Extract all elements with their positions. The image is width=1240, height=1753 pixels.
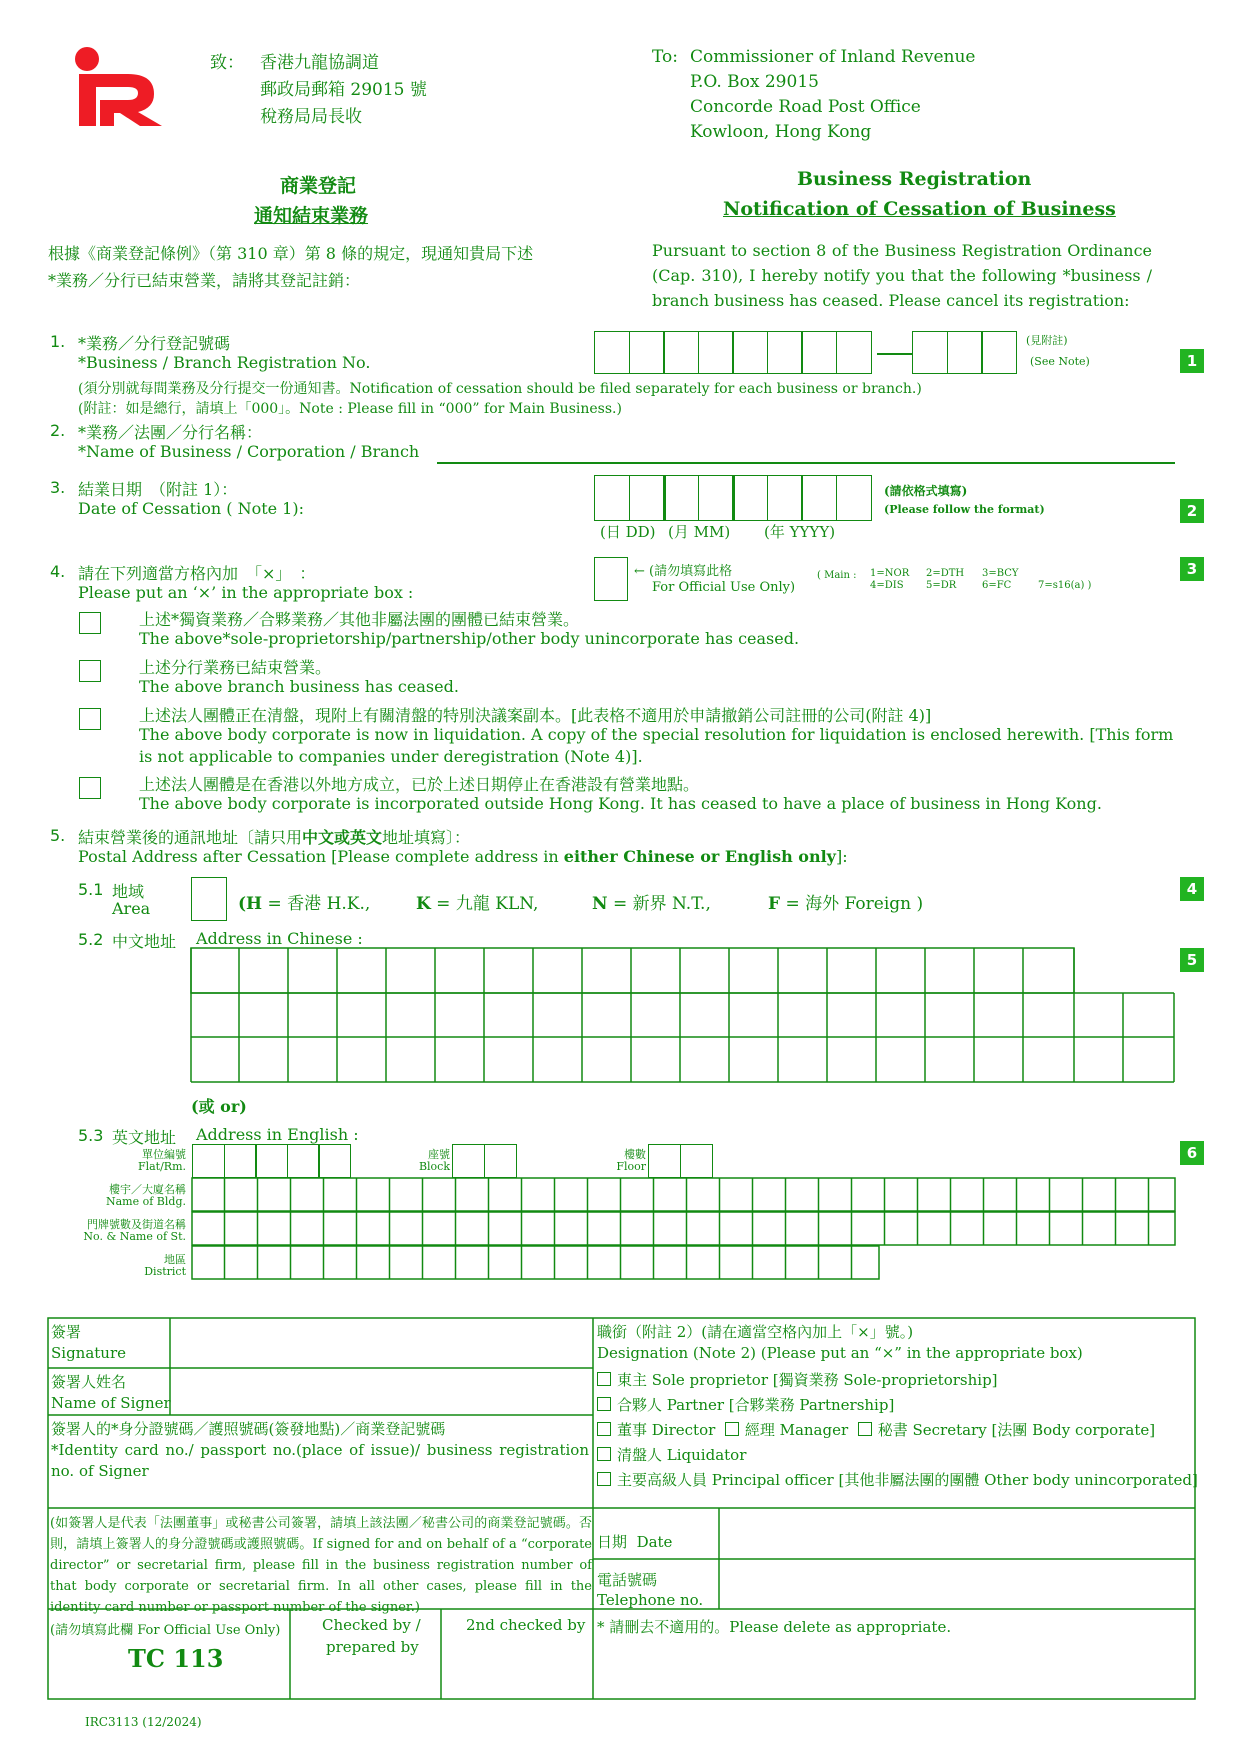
designation-sole-proprietor[interactable]: 東主 Sole proprietor [獨資業務 Sole-proprietorship]: [597, 1369, 998, 1390]
bldg-label-en: Name of Bldg.: [106, 1195, 186, 1208]
option1-zh: 上述*獨資業務／合夥業務／其他非屬法團的團體已結束營業。: [139, 610, 580, 629]
q5-label-zh: 結束營業後的通訊地址〔請只用中文或英文地址填寫〕：: [78, 828, 471, 847]
option1-en: The above*sole-proprietorship/partnership/other body unincorporate has ceased.: [139, 629, 800, 648]
date-mm-label: (月 MM): [668, 523, 731, 541]
q4-label-en: Please put an ‘×’ in the appropriate box :: [78, 583, 414, 602]
date-label: 日期 Date: [597, 1533, 673, 1551]
signer-name-field[interactable]: [172, 1370, 590, 1414]
q1-label-zh: *業務／分行登記號碼: [78, 334, 231, 353]
to-en-line4: Kowloon, Hong Kong: [690, 122, 872, 142]
to-en-line1: Commissioner of Inland Revenue: [690, 47, 976, 67]
q1-label-en: *Business / Branch Registration No.: [78, 353, 371, 372]
designation-principal-officer[interactable]: 主要高級人員 Principal officer [其他非屬法團的團體 Other body unincorporated]: [597, 1469, 1198, 1490]
designation-director-row[interactable]: 董事 Director 經理 Manager 秘書 Secretary [法團 Body corporate]: [597, 1419, 1155, 1440]
q5-number: 5.: [50, 826, 66, 845]
code-6: 6=FC: [982, 580, 1012, 591]
option-checkbox-overseas[interactable]: [79, 777, 101, 799]
designation-liquidator[interactable]: 清盤人 Liquidator: [597, 1444, 746, 1465]
form-version-code: IRC3113 (12/2024): [85, 1715, 202, 1729]
to-en-line3: Concorde Road Post Office: [690, 97, 921, 117]
q2-label-zh: *業務／法團／分行名稱：: [78, 423, 263, 442]
code-4: 4=DIS: [870, 580, 904, 591]
section-tag-2: 2: [1180, 499, 1204, 523]
district-label-zh: 地區: [164, 1253, 186, 1266]
title-zh-2: 通知結束業務: [254, 205, 369, 227]
code-3: 3=BCY: [982, 568, 1019, 579]
signature-field[interactable]: [172, 1320, 590, 1366]
zh-addr-label-en: Address in Chinese :: [196, 929, 363, 948]
block-boxes[interactable]: [452, 1144, 517, 1178]
option-checkbox-branch[interactable]: [79, 660, 101, 682]
br-number-main-boxes[interactable]: [594, 331, 872, 374]
area-code-h: (H = 香港 H.K.,: [238, 894, 371, 914]
second-checked-label: 2nd checked by: [466, 1616, 586, 1634]
street-boxes[interactable]: [191, 1211, 1177, 1247]
telephone-label-zh: 電話號碼: [597, 1571, 658, 1589]
signer-id-note: (如簽署人是代表「法團董事」或秘書公司簽署，請填上該法團／秘書公司的商業登記號碼。否則，請填上簽署人的身分證號碼或護照號碼。If signed for and on behalf of a “corporate director” or secretarial firm, please fill in the business registration number of that body corporate or secretarial firm. In all other cases, please fill in the identity card number or passport number of the signer.): [50, 1516, 592, 1615]
date-yyyy-label: (年 YYYY): [764, 523, 836, 541]
bldg-boxes[interactable]: [191, 1177, 1177, 1213]
cessation-date-boxes[interactable]: [594, 475, 872, 521]
checkbox-icon[interactable]: [858, 1422, 872, 1436]
checkbox-icon[interactable]: [597, 1472, 611, 1486]
option-checkbox-liquidation[interactable]: [79, 708, 101, 730]
checkbox-icon[interactable]: [597, 1372, 611, 1386]
br-number-branch-boxes[interactable]: [912, 331, 1017, 374]
br-number-dash: [877, 353, 913, 355]
floor-boxes[interactable]: [648, 1144, 713, 1178]
telephone-field[interactable]: [722, 1562, 1194, 1607]
area-label-en: Area: [112, 899, 151, 918]
date-field[interactable]: [722, 1512, 1194, 1558]
code-1: 1=NOR: [870, 568, 910, 579]
flat-label-en: Flat/Rm.: [137, 1160, 186, 1173]
flat-label-zh: 單位編號: [142, 1148, 186, 1161]
q5-label-en: Postal Address after Cessation [Please complete address in either Chinese or English only]:: [78, 847, 848, 866]
checkbox-icon[interactable]: [597, 1397, 611, 1411]
q4-label-zh: 請在下列適當方格內加 「×」 ：: [78, 564, 316, 583]
to-zh-line1: 香港九龍協調道: [260, 53, 379, 73]
signature-label-en: Signature: [51, 1344, 127, 1362]
area-code-f: F = 海外 Foreign ): [768, 894, 924, 914]
area-code-k: K = 九龍 KLN,: [416, 894, 539, 914]
date-dd-label: (日 DD): [600, 523, 656, 541]
delete-note: * 請刪去不適用的。Please delete as appropriate.: [597, 1618, 952, 1636]
official-use-zh: ← (請勿填寫此格: [634, 564, 733, 579]
bldg-label-zh: 樓宇／大廈名稱: [109, 1183, 186, 1196]
to-zh-label: 致：: [210, 53, 244, 73]
official-use-column-label: (請勿填寫此欄 For Official Use Only): [50, 1623, 281, 1638]
designation-partner[interactable]: 合夥人 Partner [合夥業務 Partnership]: [597, 1394, 894, 1415]
q3-label-zh: 結業日期 （附註 1）：: [78, 480, 238, 499]
floor-label-en: Floor: [616, 1160, 646, 1173]
q4-number: 4.: [50, 562, 66, 581]
checkbox-icon[interactable]: [597, 1447, 611, 1461]
designation-label-zh: 職銜（附註 2）(請在適當空格內加上「×」號。): [597, 1323, 914, 1341]
see-note-zh: (見附註): [1026, 334, 1068, 347]
title-en-2: Notification of Cessation of Business: [723, 198, 1116, 220]
see-note-en: (See Note): [1030, 355, 1090, 368]
official-use-box: [594, 557, 628, 601]
title-en-1: Business Registration: [797, 168, 1032, 190]
ird-logo: [66, 44, 166, 130]
block-label-zh: 座號: [428, 1148, 450, 1161]
option4-zh: 上述法人團體是在香港以外地方成立，已於上述日期停止在香港設有營業地點。: [139, 775, 700, 794]
intro-en: Pursuant to section 8 of the Business Registration Ordinance (Cap. 310), I hereby notify you that the following *business / branch business has ceased. Please cancel its registration:: [652, 241, 1152, 310]
prepared-by-label: prepared by: [326, 1638, 419, 1656]
q2-number: 2.: [50, 421, 66, 440]
zh-addr-label-zh: 中文地址: [112, 932, 177, 951]
en-addr-number: 5.3: [78, 1126, 104, 1145]
signer-name-label-zh: 簽署人姓名: [51, 1373, 127, 1391]
code-main: ( Main :: [817, 570, 857, 581]
street-label-en: No. & Name of St.: [83, 1230, 186, 1243]
q1-note1: (須分別就每間業務及分行提交一份通知書。Notification of cessation should be filed separately for each business or branch.): [78, 381, 922, 397]
section-tag-4: 4: [1180, 877, 1204, 901]
block-label-en: Block: [418, 1160, 450, 1173]
zh-addr-number: 5.2: [78, 930, 104, 949]
to-zh-line2: 郵政局郵箱 29015 號: [260, 80, 427, 100]
checkbox-icon[interactable]: [725, 1422, 739, 1436]
option4-en: The above body corporate is incorporated outside Hong Kong. It has ceased to have a place of business in Hong Kong.: [139, 794, 1102, 813]
code-5: 5=DR: [926, 580, 957, 591]
to-en-label: To:: [652, 47, 678, 67]
to-en-line2: P.O. Box 29015: [690, 72, 819, 92]
q2-label-en: *Name of Business / Corporation / Branch: [78, 442, 420, 461]
flat-boxes[interactable]: [192, 1144, 351, 1178]
q3-label-en: Date of Cessation ( Note 1):: [78, 499, 304, 518]
option2-zh: 上述分行業務已結束營業。: [139, 658, 332, 677]
designation-label-en: Designation (Note 2) (Please put an “×” in the appropriate box): [597, 1344, 1083, 1362]
form-code: TC 113: [128, 1644, 224, 1673]
chinese-address-grid[interactable]: [190, 947, 1176, 1084]
area-code-box[interactable]: [191, 877, 227, 921]
option2-en: The above branch business has ceased.: [139, 677, 459, 696]
intro-zh-2: *業務／分行已結束營業，請將其登記註銷：: [48, 271, 361, 290]
section-tag-6: 6: [1180, 1141, 1204, 1165]
or-label: (或 or): [191, 1097, 247, 1116]
option3-zh: 上述法人團體正在清盤，現附上有關清盤的特別決議案副本。[此表格不適用於申請撤銷公司註冊的公司(附註 4)]: [139, 706, 932, 725]
floor-label-zh: 樓數: [624, 1148, 646, 1161]
section-tag-3: 3: [1180, 557, 1204, 581]
business-name-line[interactable]: [437, 462, 1175, 464]
area-label-zh: 地域: [112, 882, 145, 901]
intro-zh-1: 根據《商業登記條例》（第 310 章）第 8 條的規定，現通知貴局下述: [48, 244, 534, 263]
title-zh-1: 商業登記: [280, 175, 357, 197]
official-use-en: For Official Use Only): [652, 580, 796, 595]
area-number: 5.1: [78, 880, 104, 899]
section-tag-1: 1: [1180, 349, 1204, 373]
option-checkbox-sole-prop[interactable]: [79, 612, 101, 634]
to-zh-line3: 稅務局局長收: [260, 107, 362, 127]
code-7: 7=s16(a) ): [1038, 580, 1092, 591]
checkbox-icon[interactable]: [597, 1422, 611, 1436]
en-addr-label-zh: 英文地址: [112, 1128, 177, 1147]
telephone-label-en: Telephone no.: [597, 1591, 704, 1609]
signer-id-label-zh: 簽署人的*身分證號碼／護照號碼(簽發地點)／商業登記號碼: [51, 1420, 446, 1438]
area-code-n: N = 新界 N.T.,: [592, 894, 711, 914]
format-en: (Please follow the format): [884, 503, 1045, 516]
section-tag-5: 5: [1180, 948, 1204, 972]
district-label-en: District: [144, 1265, 186, 1278]
code-2: 2=DTH: [926, 568, 965, 579]
q3-number: 3.: [50, 478, 66, 497]
format-zh: (請依格式填寫): [884, 484, 968, 498]
signer-name-label-en: Name of Signer: [51, 1394, 171, 1412]
en-addr-label-en: Address in English :: [196, 1125, 359, 1144]
district-boxes[interactable]: [191, 1245, 881, 1281]
checked-by-label: Checked by /: [322, 1616, 421, 1634]
signature-label-zh: 簽署: [51, 1323, 82, 1341]
signer-id-label-en: *Identity card no./ passport no.(place of issue)/ business registration no. of Signer: [51, 1441, 589, 1480]
street-label-zh: 門牌號數及街道名稱: [87, 1218, 186, 1231]
q1-note2: (附註：如是總行，請填上「000」。Note : Please fill in “000” for Main Business.): [78, 401, 622, 417]
q1-number: 1.: [50, 332, 66, 351]
option3-en: The above body corporate is now in liquidation. A copy of the special resolution for liquidation is enclosed herewith. [This form is not applicable to companies under deregistration (Note 4)].: [139, 725, 1174, 766]
